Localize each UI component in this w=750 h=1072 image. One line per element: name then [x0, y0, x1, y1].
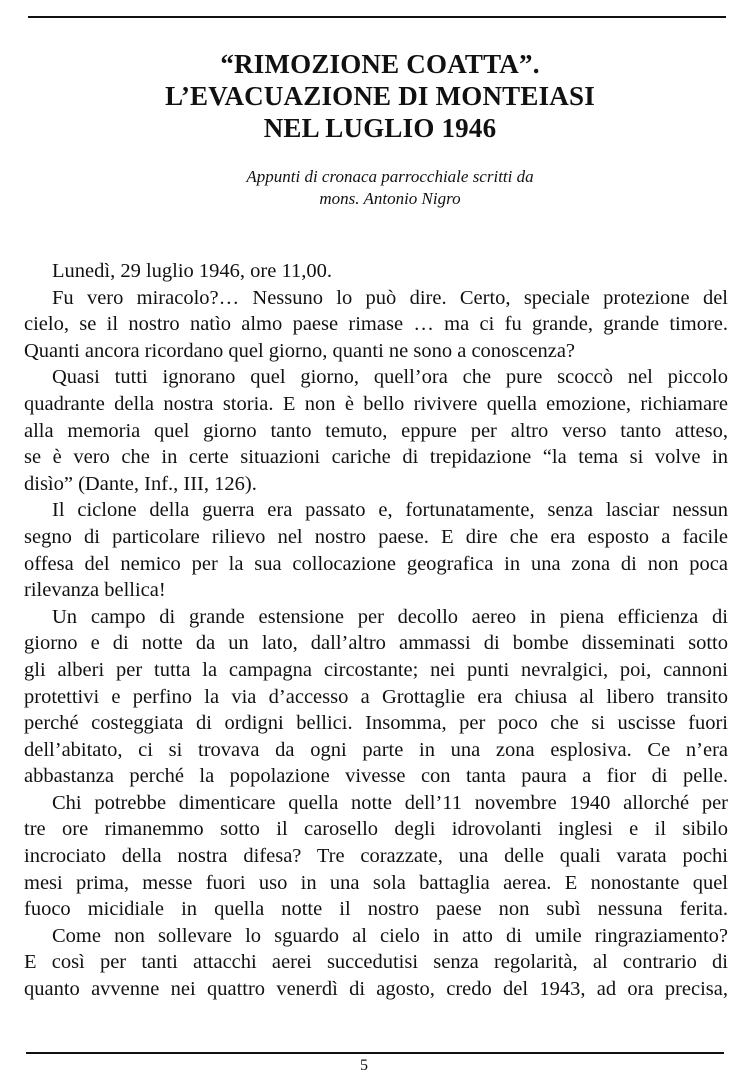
body-line: quanto avvenne nei quattro venerdì di agosto, credo del 1943, ad ora precisa,	[24, 978, 728, 1001]
body-line: dell’abitato, ci si trovava da ogni parte in una zona esplosiva. Ce n’era	[24, 738, 728, 761]
body-line: fuoco micidiale in quella notte il nostro paese non subì nessuna ferita.	[24, 898, 728, 921]
bottom-rule	[26, 1052, 724, 1054]
body-line: Fu vero miracolo?… Nessuno lo può dire. Certo, speciale protezione del	[52, 286, 728, 309]
body-line: rilevanza bellica!	[24, 579, 166, 602]
title-line: L’EVACUAZIONE DI MONTEIASI	[165, 81, 595, 111]
body-line: Il ciclone della guerra era passato e, fortunatamente, senza lasciar nessun	[52, 499, 728, 522]
body-line: abbastanza perché la popolazione vivesse con tanta paura a fior di pelle.	[24, 765, 728, 788]
body-line: se è vero che in certe situazioni cariche di trepidazione “la tema si volve in	[24, 446, 728, 469]
subtitle-line: Appunti di cronaca parrocchiale scritti da	[246, 167, 534, 186]
body-line: disìo” (Dante, Inf., III, 126).	[24, 472, 257, 495]
body-line: segno di particolare rilievo nel nostro paese. E dire che era esposto a facile	[24, 525, 728, 548]
body-line: offesa del nemico per la sua collocazione geografica in una zona di non poca	[24, 552, 728, 575]
body-line: gli alberi per tutta la campagna circostante; nei punti nevralgici, poi, cannoni	[24, 658, 728, 681]
body-line: Quasi tutti ignorano quel giorno, quell’ora che pure scoccò nel piccolo	[52, 366, 728, 389]
body-line: perché costeggiata di ordigni bellici. Insomma, per poco che si uscisse fuori	[24, 712, 728, 735]
body-line: Chi potrebbe dimenticare quella notte dell’11 novembre 1940 allorché per	[52, 791, 728, 814]
body-line: Un campo di grande estensione per decollo aereo in piena efficienza di	[52, 605, 728, 628]
body-line: Come non sollevare lo sguardo al cielo in atto di umile ringraziamento?	[52, 924, 728, 947]
article-title	[100, 48, 660, 144]
article-subtitle	[150, 166, 630, 210]
body-line: Lunedì, 29 luglio 1946, ore 11,00.	[52, 260, 332, 282]
page-number: 5	[360, 1058, 368, 1072]
top-rule	[28, 16, 726, 18]
title-line: NEL LUGLIO 1946	[263, 113, 497, 143]
body-line: protettivi e perfino la via d’accesso a Grottaglie era chiusa al libero transito	[24, 685, 728, 708]
title-line: “RIMOZIONE COATTA”.	[220, 49, 540, 79]
body-line: E così per tanti attacchi aerei succedutisi senza regolarità, al contrario di	[24, 951, 728, 974]
body-line: alla memoria quel giorno tanto temuto, eppure per altro verso tanto atteso,	[24, 419, 728, 442]
body-line: incrociato della nostra difesa? Tre corazzate, una delle quali varata pochi	[24, 845, 728, 868]
article-body	[24, 258, 728, 1003]
subtitle-line: mons. Antonio Nigro	[319, 189, 461, 208]
body-line: giorno e di notte da un lato, dall’altro ammassi di bombe disseminati sotto	[24, 632, 728, 655]
body-line: Quanti ancora ricordano quel giorno, quanti ne sono a conoscenza?	[24, 339, 576, 362]
body-line: mesi prima, messe fuori uso in una sola battaglia aerea. E nonostante quel	[24, 871, 728, 894]
body-line: tre ore rimanemmo sotto il carosello degli idrovolanti inglesi e il sibilo	[24, 818, 728, 841]
body-line: cielo, se il nostro natìo almo paese rimase … ma ci fu grande, grande timore.	[24, 313, 728, 336]
body-line: quadrante della nostra storia. E non è bello rivivere quella emozione, richiamare	[24, 392, 728, 415]
